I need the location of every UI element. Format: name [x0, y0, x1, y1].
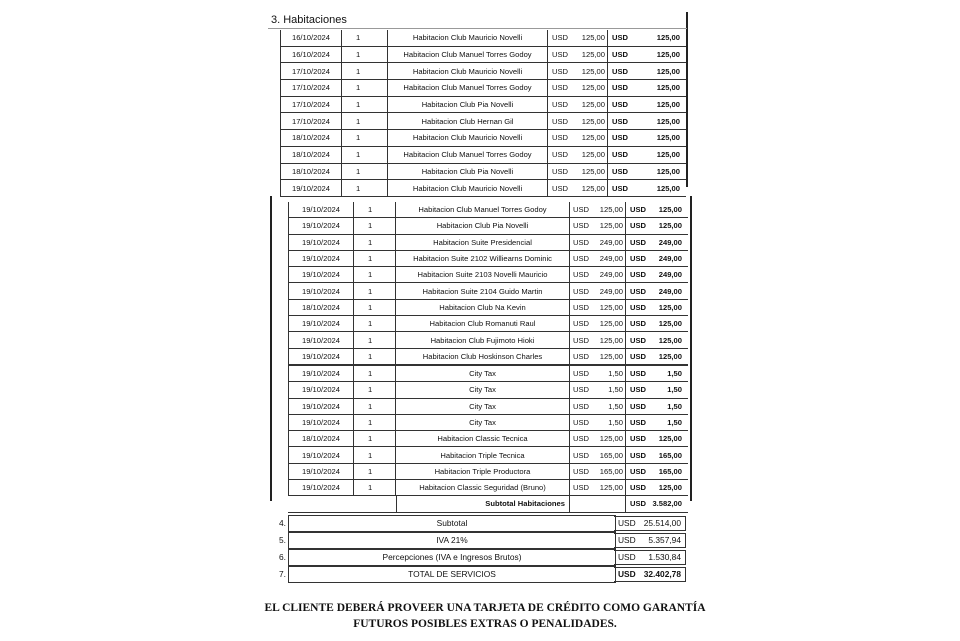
currency-cell: USD	[611, 166, 629, 176]
amount-cell: 125,00	[656, 166, 680, 176]
currency-cell: USD	[572, 254, 590, 264]
date-cell: 19/10/2024	[288, 464, 354, 479]
total-number: 6.	[279, 552, 286, 562]
unit-price-cell: 125,00	[572, 147, 608, 163]
currency: USD	[618, 552, 636, 562]
currency-cell: USD	[629, 466, 647, 476]
blank-cell	[570, 496, 626, 511]
amount-cell: 1,50	[667, 369, 682, 379]
table-row	[288, 366, 688, 382]
currency-cell: USD	[572, 221, 590, 231]
quantity-cell: 1	[342, 30, 388, 46]
table-row	[288, 316, 688, 332]
amount-cell: 125,00	[658, 221, 682, 231]
date-cell: 19/10/2024	[288, 267, 354, 282]
currency: USD	[618, 569, 636, 579]
currency-cell: USD	[551, 83, 569, 93]
currency-cell: USD	[572, 369, 590, 379]
currency-cell: USD	[611, 100, 629, 110]
total-number: 4.	[279, 518, 286, 528]
quantity-cell: 1	[342, 63, 388, 79]
currency-cell: USD	[551, 183, 569, 193]
table-row	[288, 399, 688, 415]
amount-cell: 1,50	[667, 418, 682, 427]
currency-cell: USD	[611, 150, 629, 160]
quantity-cell: 1	[354, 349, 396, 364]
currency-cell: USD	[611, 183, 629, 193]
description-cell: Habitacion Classic Tecnica	[396, 431, 570, 446]
currency-cell: USD	[572, 335, 590, 345]
description-cell: Habitacion Club Mauricio Novelli	[388, 130, 548, 146]
quantity-cell: 1	[354, 202, 396, 217]
total-value	[614, 516, 686, 531]
blank-cell	[288, 496, 396, 511]
currency-cell: USD	[572, 418, 590, 427]
unit-price-cell: 125,00	[572, 180, 608, 196]
table-row	[280, 63, 686, 80]
amount-cell: 125,00	[656, 83, 680, 93]
guarantee-notice	[250, 600, 720, 632]
quantity-cell: 1	[354, 415, 396, 430]
quantity-cell: 1	[354, 235, 396, 250]
date-cell: 19/10/2024	[288, 480, 354, 495]
amount-cell: 249,00	[658, 286, 682, 296]
description-cell: Habitacion Club Pia Novelli	[388, 164, 548, 180]
table-row	[280, 30, 686, 47]
date-cell: 18/10/2024	[288, 300, 354, 315]
total-row	[276, 566, 688, 582]
description-cell: City Tax	[396, 382, 570, 397]
table-row	[288, 300, 688, 316]
amount-cell: 125,00	[656, 133, 680, 143]
currency-cell: USD	[572, 450, 590, 460]
rooms-table-part1	[280, 30, 686, 197]
table-row	[288, 480, 688, 496]
description-cell: Habitacion Triple Productora	[396, 464, 570, 479]
date-cell: 19/10/2024	[288, 251, 354, 266]
unit-price-cell: 249,00	[592, 251, 626, 266]
quantity-cell: 1	[354, 332, 396, 347]
table-row	[288, 218, 688, 234]
date-cell: 17/10/2024	[280, 113, 342, 129]
unit-price-cell: 125,00	[592, 431, 626, 446]
total-label: TOTAL DE SERVICIOS	[288, 566, 616, 583]
subtotal-amount: 3.582,00	[652, 499, 682, 509]
date-cell: 18/10/2024	[280, 164, 342, 180]
date-cell: 19/10/2024	[288, 332, 354, 347]
description-cell: Habitacion Triple Tecnica	[396, 447, 570, 462]
currency-cell: USD	[572, 483, 590, 493]
date-cell: 19/10/2024	[288, 382, 354, 397]
date-cell: 19/10/2024	[288, 447, 354, 462]
quantity-cell: 1	[342, 180, 388, 196]
currency-cell: USD	[572, 237, 590, 247]
quantity-cell: 1	[342, 164, 388, 180]
description-cell: Habitacion Club Fujimoto Hioki	[396, 332, 570, 347]
amount-cell: 249,00	[658, 254, 682, 264]
table-row	[288, 202, 688, 218]
amount: 5.357,94	[648, 535, 681, 545]
amount-cell: 125,00	[658, 434, 682, 444]
currency-cell: USD	[551, 133, 569, 143]
description-cell: Habitacion Club Mauricio Novelli	[388, 180, 548, 196]
currency-cell: USD	[551, 166, 569, 176]
unit-price-cell: 125,00	[592, 300, 626, 315]
currency-cell: USD	[572, 434, 590, 444]
unit-price-cell: 125,00	[572, 164, 608, 180]
table-row	[288, 283, 688, 299]
quantity-cell: 1	[354, 399, 396, 414]
unit-price-cell: 165,00	[592, 447, 626, 462]
table-row	[288, 251, 688, 267]
total-row	[276, 549, 688, 565]
description-cell: Habitacion Club Manuel Torres Godoy	[388, 80, 548, 96]
amount-cell: 165,00	[658, 466, 682, 476]
currency-cell: USD	[629, 335, 647, 345]
quantity-cell: 1	[354, 480, 396, 495]
table-row	[288, 332, 688, 348]
currency-cell: USD	[572, 466, 590, 476]
currency-cell: USD	[551, 66, 569, 76]
unit-price-cell: 125,00	[572, 130, 608, 146]
quantity-cell: 1	[354, 464, 396, 479]
unit-price-cell: 249,00	[592, 235, 626, 250]
amount-cell: 125,00	[658, 319, 682, 329]
amount-cell: 125,00	[658, 335, 682, 345]
description-cell: City Tax	[396, 415, 570, 430]
amount-cell: 125,00	[656, 100, 680, 110]
currency-cell: USD	[551, 150, 569, 160]
notice-line-1: EL CLIENTE DEBERÁ PROVEER UNA TARJETA DE CRÉDITO COMO GARANTÍA	[264, 602, 706, 614]
table-row	[280, 147, 686, 164]
currency-cell: USD	[629, 483, 647, 493]
table-row	[288, 431, 688, 447]
currency-cell: USD	[629, 351, 647, 361]
unit-price-cell: 125,00	[572, 80, 608, 96]
unit-price-cell: 125,00	[572, 113, 608, 129]
total-value	[614, 550, 686, 565]
currency-cell: USD	[629, 401, 647, 411]
currency-cell: USD	[611, 83, 629, 93]
date-cell: 18/10/2024	[280, 130, 342, 146]
date-cell: 18/10/2024	[280, 147, 342, 163]
quantity-cell: 1	[342, 80, 388, 96]
total-label: IVA 21%	[288, 532, 616, 549]
total-label: Subtotal	[288, 515, 616, 532]
table-row	[288, 464, 688, 480]
section-title: 3. Habitaciones	[268, 12, 687, 29]
amount-cell: 125,00	[656, 183, 680, 193]
currency-cell: USD	[629, 319, 647, 329]
quantity-cell: 1	[354, 283, 396, 298]
currency-cell: USD	[611, 66, 629, 76]
quantity-cell: 1	[354, 300, 396, 315]
unit-price-cell: 1,50	[592, 415, 626, 430]
currency-cell: USD	[629, 205, 647, 215]
amount-cell: 125,00	[658, 205, 682, 215]
currency-cell: USD	[611, 116, 629, 126]
unit-price-cell: 125,00	[572, 97, 608, 113]
currency-cell: USD	[629, 237, 647, 247]
unit-price-cell: 125,00	[572, 47, 608, 63]
amount-cell: 1,50	[667, 385, 682, 395]
subtotal-habitaciones-row	[288, 496, 688, 512]
quantity-cell: 1	[354, 382, 396, 397]
unit-price-cell: 165,00	[592, 464, 626, 479]
amount-cell: 249,00	[658, 270, 682, 280]
date-cell: 19/10/2024	[288, 399, 354, 414]
unit-price-cell: 1,50	[592, 382, 626, 397]
quantity-cell: 1	[354, 366, 396, 381]
quantity-cell: 1	[354, 431, 396, 446]
currency-cell: USD	[551, 33, 569, 43]
amount-cell: 125,00	[656, 116, 680, 126]
date-cell: 16/10/2024	[280, 47, 342, 63]
currency-cell: USD	[629, 434, 647, 444]
description-cell: Habitacion Club Na Kevin	[396, 300, 570, 315]
habitaciones-section-part1	[268, 12, 688, 193]
notice-line-2: FUTUROS POSIBLES EXTRAS O PENALIDADES.	[353, 618, 617, 630]
amount-cell: 1,50	[667, 401, 682, 411]
unit-price-cell: 249,00	[592, 283, 626, 298]
currency-cell: USD	[629, 369, 647, 379]
amount-cell: 249,00	[658, 237, 682, 247]
date-cell: 19/10/2024	[280, 180, 342, 196]
date-cell: 19/10/2024	[288, 415, 354, 430]
total-number: 5.	[279, 535, 286, 545]
currency-cell: USD	[551, 50, 569, 60]
currency-cell: USD	[629, 450, 647, 460]
total-value	[614, 533, 686, 548]
unit-price-cell: 125,00	[592, 202, 626, 217]
date-cell: 16/10/2024	[280, 30, 342, 46]
date-cell: 17/10/2024	[280, 63, 342, 79]
date-cell: 17/10/2024	[280, 80, 342, 96]
description-cell: Habitacion Suite 2104 Guido Martin	[396, 283, 570, 298]
total-row	[276, 515, 688, 531]
unit-price-cell: 125,00	[592, 316, 626, 331]
amount: 1.530,84	[648, 552, 681, 562]
description-cell: Habitacion Club Manuel Torres Godoy	[396, 202, 570, 217]
description-cell: Habitacion Club Manuel Torres Godoy	[388, 147, 548, 163]
total-number: 7.	[279, 569, 286, 579]
date-cell: 18/10/2024	[288, 431, 354, 446]
table-row	[288, 235, 688, 251]
currency: USD	[618, 518, 636, 528]
table-row	[288, 382, 688, 398]
currency-cell: USD	[629, 499, 647, 509]
currency-cell: USD	[629, 385, 647, 395]
rooms-table-part2	[288, 202, 688, 513]
currency-cell: USD	[572, 351, 590, 361]
currency-cell: USD	[629, 270, 647, 280]
date-cell: 19/10/2024	[288, 218, 354, 233]
amount: 32.402,78	[643, 569, 681, 579]
currency-cell: USD	[551, 100, 569, 110]
table-row	[280, 97, 686, 114]
currency-cell: USD	[629, 302, 647, 312]
quantity-cell: 1	[354, 218, 396, 233]
date-cell: 17/10/2024	[280, 97, 342, 113]
description-cell: Habitacion Suite Presidencial	[396, 235, 570, 250]
amount-cell: 125,00	[658, 351, 682, 361]
amount-cell: 165,00	[658, 450, 682, 460]
amount-cell: 125,00	[658, 483, 682, 493]
quantity-cell: 1	[342, 97, 388, 113]
description-cell: Habitacion Club Mauricio Novelli	[388, 63, 548, 79]
quantity-cell: 1	[342, 113, 388, 129]
unit-price-cell: 125,00	[592, 332, 626, 347]
amount-cell: 125,00	[656, 33, 680, 43]
table-row	[280, 80, 686, 97]
description-cell: Habitacion Club Hernan Gil	[388, 113, 548, 129]
currency-cell: USD	[629, 254, 647, 264]
currency-cell: USD	[572, 319, 590, 329]
currency-cell: USD	[572, 401, 590, 411]
description-cell: Habitacion Club Pia Novelli	[396, 218, 570, 233]
description-cell: Habitacion Club Pia Novelli	[388, 97, 548, 113]
description-cell: Habitacion Club Mauricio Novelli	[388, 30, 548, 46]
subtotal-label: Subtotal Habitaciones	[396, 496, 570, 511]
table-row	[280, 47, 686, 64]
unit-price-cell: 1,50	[592, 399, 626, 414]
currency: USD	[618, 535, 636, 545]
amount: 25.514,00	[643, 518, 681, 528]
currency-cell: USD	[572, 302, 590, 312]
unit-price-cell: 1,50	[592, 366, 626, 381]
date-cell: 19/10/2024	[288, 235, 354, 250]
habitaciones-section-part2	[270, 196, 692, 509]
quantity-cell: 1	[342, 130, 388, 146]
currency-cell: USD	[629, 286, 647, 296]
date-cell: 19/10/2024	[288, 316, 354, 331]
unit-price-cell: 125,00	[592, 349, 626, 364]
quantity-cell: 1	[342, 147, 388, 163]
description-cell: City Tax	[396, 366, 570, 381]
table-row	[280, 180, 686, 197]
unit-price-cell: 125,00	[572, 63, 608, 79]
description-cell: Habitacion Suite 2102 Williearns Dominic	[396, 251, 570, 266]
description-cell: Habitacion Classic Seguridad (Bruno)	[396, 480, 570, 495]
currency-cell: USD	[611, 50, 629, 60]
description-cell: Habitacion Club Hoskinson Charles	[396, 349, 570, 364]
total-value	[614, 567, 686, 582]
quantity-cell: 1	[354, 251, 396, 266]
currency-cell: USD	[572, 385, 590, 395]
currency-cell: USD	[629, 418, 647, 427]
description-cell: Habitacion Club Manuel Torres Godoy	[388, 47, 548, 63]
currency-cell: USD	[572, 270, 590, 280]
table-row	[280, 164, 686, 181]
date-cell: 19/10/2024	[288, 283, 354, 298]
totals-section	[276, 515, 688, 583]
amount-cell: 125,00	[658, 302, 682, 312]
currency-cell: USD	[611, 133, 629, 143]
table-row	[280, 113, 686, 130]
total-row	[276, 532, 688, 548]
quantity-cell: 1	[354, 447, 396, 462]
table-row	[288, 415, 688, 431]
table-row	[280, 130, 686, 147]
currency-cell: USD	[572, 286, 590, 296]
table-row	[288, 447, 688, 463]
date-cell: 19/10/2024	[288, 202, 354, 217]
currency-cell: USD	[629, 221, 647, 231]
quantity-cell: 1	[354, 316, 396, 331]
amount-cell: 125,00	[656, 66, 680, 76]
currency-cell: USD	[611, 33, 629, 43]
amount-cell: 125,00	[656, 50, 680, 60]
quantity-cell: 1	[342, 47, 388, 63]
currency-cell: USD	[572, 205, 590, 215]
unit-price-cell: 125,00	[592, 480, 626, 495]
currency-cell: USD	[551, 116, 569, 126]
description-cell: Habitacion Suite 2103 Novelli Mauricio	[396, 267, 570, 282]
description-cell: Habitacion Club Romanuti Raul	[396, 316, 570, 331]
table-row	[288, 349, 688, 366]
unit-price-cell: 249,00	[592, 267, 626, 282]
amount-cell: 125,00	[656, 150, 680, 160]
date-cell: 19/10/2024	[288, 366, 354, 381]
total-label: Percepciones (IVA e Ingresos Brutos)	[288, 549, 616, 566]
quantity-cell: 1	[354, 267, 396, 282]
unit-price-cell: 125,00	[572, 30, 608, 46]
description-cell: City Tax	[396, 399, 570, 414]
unit-price-cell: 125,00	[592, 218, 626, 233]
table-row	[288, 267, 688, 283]
date-cell: 19/10/2024	[288, 349, 354, 364]
